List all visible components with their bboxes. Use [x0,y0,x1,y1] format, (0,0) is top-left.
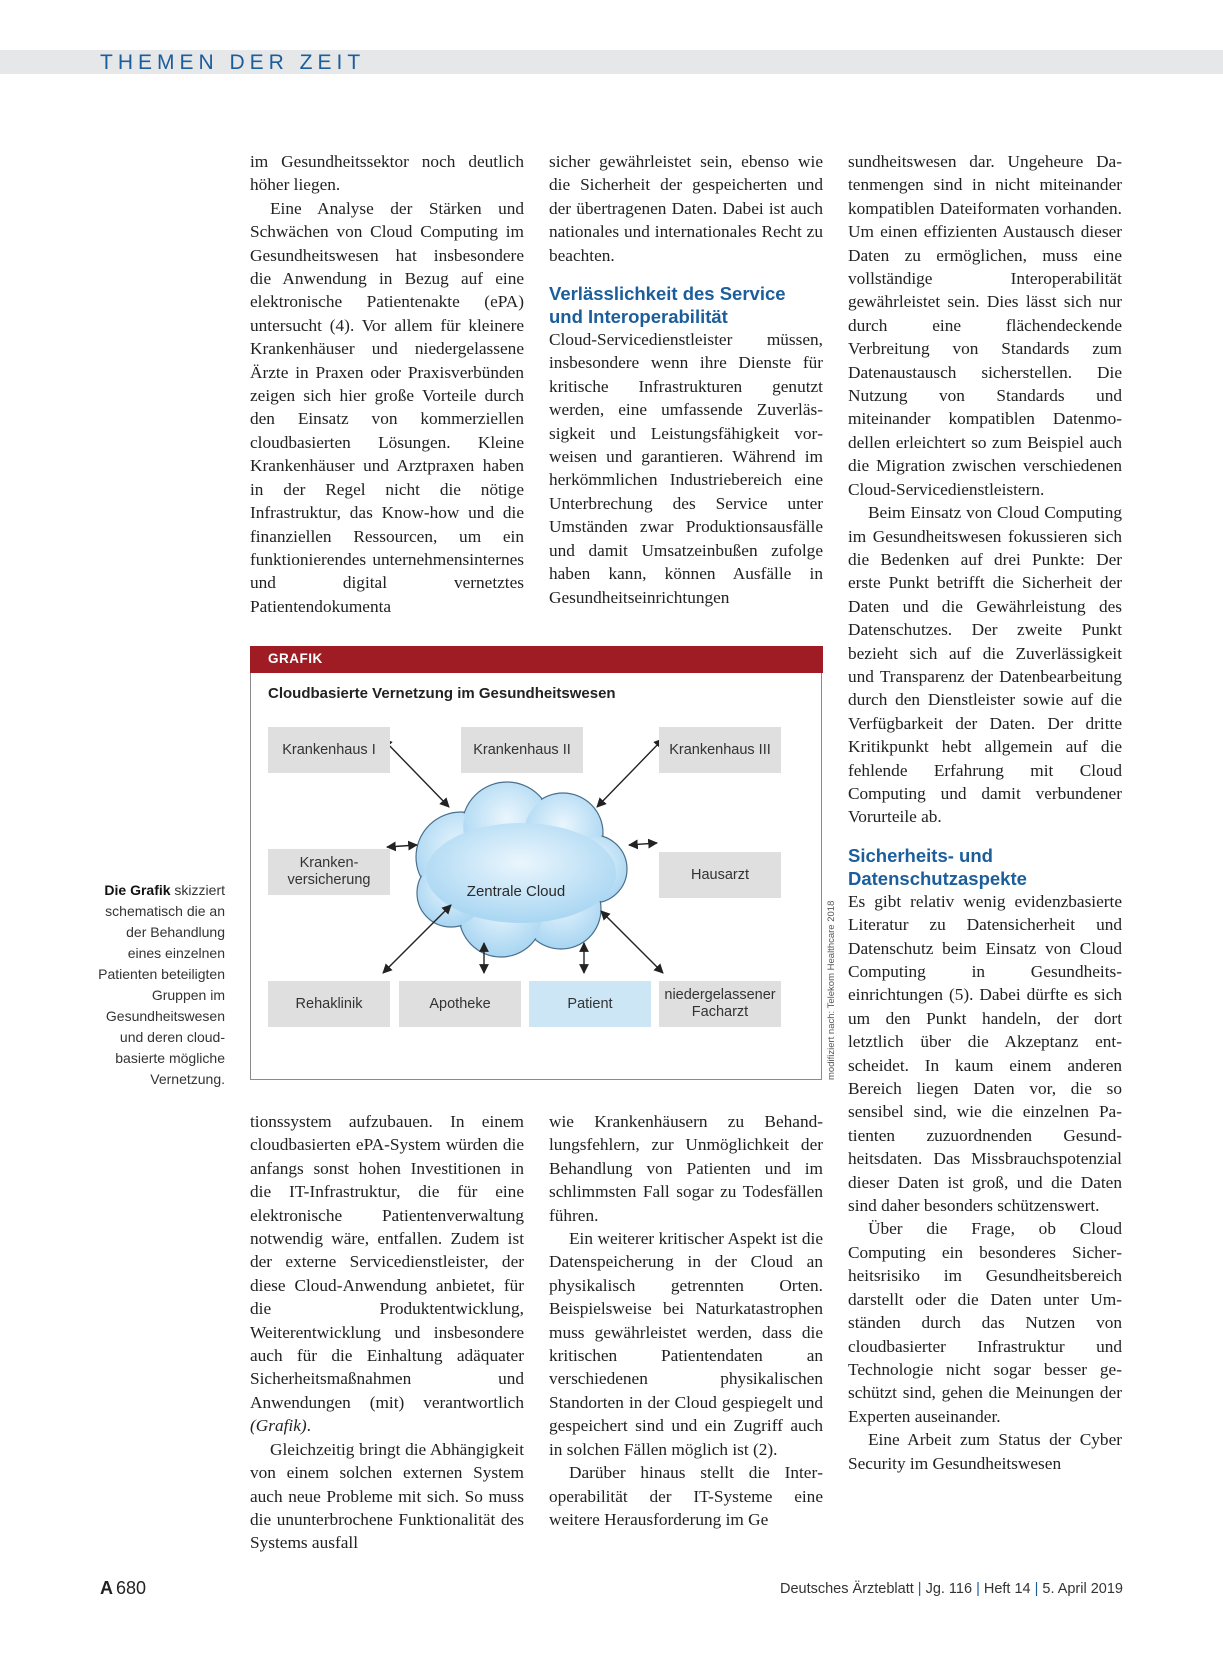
node-facharzt [659,981,781,1027]
cloud-label: Zentrale Cloud [466,883,566,900]
paragraph: im Gesundheitssektor noch deutlich höher liegen. [250,152,524,195]
paragraph: sicher gewährleistet sein, ebenso wie die Sicherheit der gespeicherten und der übertragenen Daten. Dabei ist auch nationales und internationales Recht zu beachten. [549,152,823,265]
arrow-hausarzt [629,843,657,845]
column-1-top [250,150,524,618]
paragraph: Beim Einsatz von Cloud Computing im Gesundheitswesen fokussieren sich die Bedenken auf drei Punkte: Der erste Punkt betrifft die Sicherheit der Daten und die Gewährleistung des Datenschutzes. Der zweite Punkt bezieht sich auf die Zuverlässigkeit und Transparenz der Datenbearbeitung durch den Dienstleister sowie auf die Verfügbarkeit der Daten. Der dritte Kritikpunkt hebt allgemein auf die fehlende Erfahrung mit Cloud Computing und damit verbundener Vorurteile ab. [848,503,1122,827]
figure-label: GRAFIK [268,651,323,666]
journal-date: 5. April 2019 [1042,1581,1123,1597]
separator: | [976,1581,980,1597]
figure-reference-link[interactable]: (Grafik) [250,1416,307,1436]
arrow-facharzt [601,911,663,973]
node-label: niedergelassener Facharzt [664,987,776,1020]
arrow-reha [383,905,451,973]
page-number-value: 680 [116,1578,147,1598]
node-krankenhaus-2 [461,727,583,773]
node-label: Krankenhaus III [669,741,771,758]
journal-name: Deutsches Ärzteblatt [779,1581,914,1597]
figure-title: Cloudbasierte Vernetzung im Gesundheitswesen [268,685,616,702]
paragraph: Darüber hinaus stellt die Interoperabilität der IT-Systeme eine weitere Herausforderung im Ge [549,1463,823,1529]
section-heading: Sicherheits- und Datenschutzaspekte [848,844,1027,889]
node-label: Krankenhaus II [473,741,571,758]
paragraph: Über die Frage, ob Cloud Computing ein besonderes Sicherheitsrisiko im Gesundheitsbereich darstellt oder die Daten unter Umständen durch das Nutzen von cloudbasierter Infrastruktur und Technologie nicht sogar besser geschützt sind, gehen die Meinungen der Experten auseinander. [848,1219,1122,1426]
cloud-shape [416,782,627,957]
separator: | [1034,1581,1039,1597]
separator: | [917,1581,922,1597]
paragraph: Eine Analyse der Stärken und Schwächen von Cloud Computing im Gesundheitswesen hat insbesondere die Anwendung in Bezug auf eine elektronische Patientenakte (ePA) untersucht (4). Vor allem für kleinere Krankenhäuser und niedergelassene Ärzte in Praxen oder Praxisverbünden zeigen sich hier große Vorteile durch den Einsatz von kommerziellen cloudbasierten Lösungen. Kleine Krankenhäuser und Arztpraxen haben in der Regel nicht die nötige Infrastruktur, das Know-how und die finanziellen Ressourcen, um ein funktionierendes unternehmensinternes und digital vernetztes Patientendokumenta [250,198,524,616]
paragraph: Gleichzeitig bringt die Abhängigkeit von einem solchen externen System auch neue Probleme mit sich. So muss die ununterbrochene Funktionalität des Systems ausfall [250,1439,524,1553]
caption-text: skizziert schematisch die an der Behandlung eines einzelnen Patienten beteiligten Gruppen im Gesundheitswesen und deren cloudbasierte mögliche Vernetzung. [98,882,225,1087]
paragraph: sundheitswesen dar. Ungeheure Datenmengen sind in nicht miteinander kompatiblen Dateiformaten vorhanden. Um einen effizienten Austausch dieser Daten zu ermöglichen, muss eine vollständige Interoperabilität gewährleistet sein. Dies lässt sich nur durch eine flächendeckende Verbreitung von Standards zum Datenaustausch sicherstellen. Die Nutzung von Standards und miteinander kompatiblen Datenmodellen erleichtert so zum Beispiel auch die Migration zwischen verschiedenen Cloud-Servicedienstleistern. [848,152,1122,499]
paragraph: Eine Arbeit zum Status der Cyber Security im Gesundheitswesen [848,1430,1122,1473]
figure-cloud-network [250,646,822,1080]
column-3 [848,150,1122,1475]
node-apotheke [399,981,521,1027]
arrow-kh1 [383,739,449,807]
section-heading: Verlässlichkeit des Service und Interoperabilität [549,283,786,328]
arrow-kv [387,845,417,847]
paragraph: Ein weiterer kritischer Aspekt ist die Datenspeicherung in der Cloud an physikalisch getrennten Orten. Beispielsweise bei Naturkatastrophen muss gewährleistet werden, dass die kritischen Patientendaten an verschiedenen physikalischen Standorten in der Cloud gespiegelt und gespeichert sind und ein Zugriff auch in solchen Fällen möglich ist (2). [549,1229,823,1459]
node-label: Apotheke [429,995,491,1012]
node-label: Hausarzt [690,866,750,883]
arrow-kh3 [597,739,663,807]
paragraph: Es gibt relativ wenig evidenzbasierte Literatur zu Datensicherheit und Datenschutz beim Einsatz von Cloud Computing in Gesundheitseinrichtungen (5). Dabei dürfte es sich um den Punkt handeln, der dort letztlich über die Akzeptanz entscheidet. In kaum einem anderen Bereich liegen Daten vor, die so sensibel sind, wie die einzelnen Patienten zuzuordnenden Gesundheitsdaten. Das Missbrauchspotenzial dieser Daten ist groß, und die Daten sind daher besonders schützenswert. [848,891,1122,1216]
column-2-bottom [549,1110,823,1531]
paragraph [250,1110,524,1438]
node-rehaklinik [268,981,390,1027]
page-number [100,1578,146,1599]
paragraph-text-end: . [306,1416,311,1436]
paragraph: Cloud-Servicedienstleister müssen, insbesondere wenn ihre Dienste für kritische Infrastrukturen genutzt werden, eine umfassende Zuverlässigkeit und Leistungsfähigkeit vorweisen und garantieren. Während im herkömmlichen Industriebereich eine Unterbrechung des Service unter Umständen zwar Produktionsausfälle und damit Umsatzeinbußen zufolge haben kann, können Ausfälle in Gesundheitseinrichtungen [549,330,823,607]
column-2-top [549,150,823,609]
journal-volume: Jg. 116 [925,1581,973,1597]
node-hausarzt [659,852,781,898]
page-prefix: A [100,1578,113,1598]
caption-lead: Die Grafik [104,882,171,898]
node-label: Kranken- versicherung [287,855,371,888]
figure-caption [90,880,225,1090]
node-krankenhaus-3 [659,727,781,773]
figure-source-credit: modifiziert nach: Telekom Healthcare 2018 [826,900,837,1080]
column-1-bottom [250,1110,524,1555]
node-label: Patient [567,995,613,1012]
journal-issue: Heft 14 [983,1581,1031,1597]
node-label: Krankenhaus I [282,741,376,758]
node-patient [529,981,651,1027]
paragraph-text: tionssystem aufzubauen. In einem cloudbasierten ePA-System würden die anfangs sonst hohen Investitionen in die IT-Infrastruktur, die für eine elektronische Patientenverwaltung notwendig wäre, entfallen. Zudem ist der externe Servicedienstleister, der diese Cloud-Anwendung anbietet, für die Produktentwicklung, Weiterentwicklung und insbesondere auch für die Einhaltung adäquater Sicherheitsmaßnahmen und Anwendungen (mit) verantwortlich [250,1112,524,1412]
node-label: Rehaklinik [295,995,363,1012]
journal-info [780,1581,1123,1597]
node-krankenversicherung [268,849,390,895]
paragraph: wie Krankenhäusern zu Behandlungsfehlern, zur Unmöglichkeit der Behandlung von Patienten und im schlimmsten Fall sogar zu Todesfällen führen. [549,1112,823,1225]
node-krankenhaus-1 [268,727,390,773]
section-title: THEMEN DER ZEIT [100,51,366,74]
